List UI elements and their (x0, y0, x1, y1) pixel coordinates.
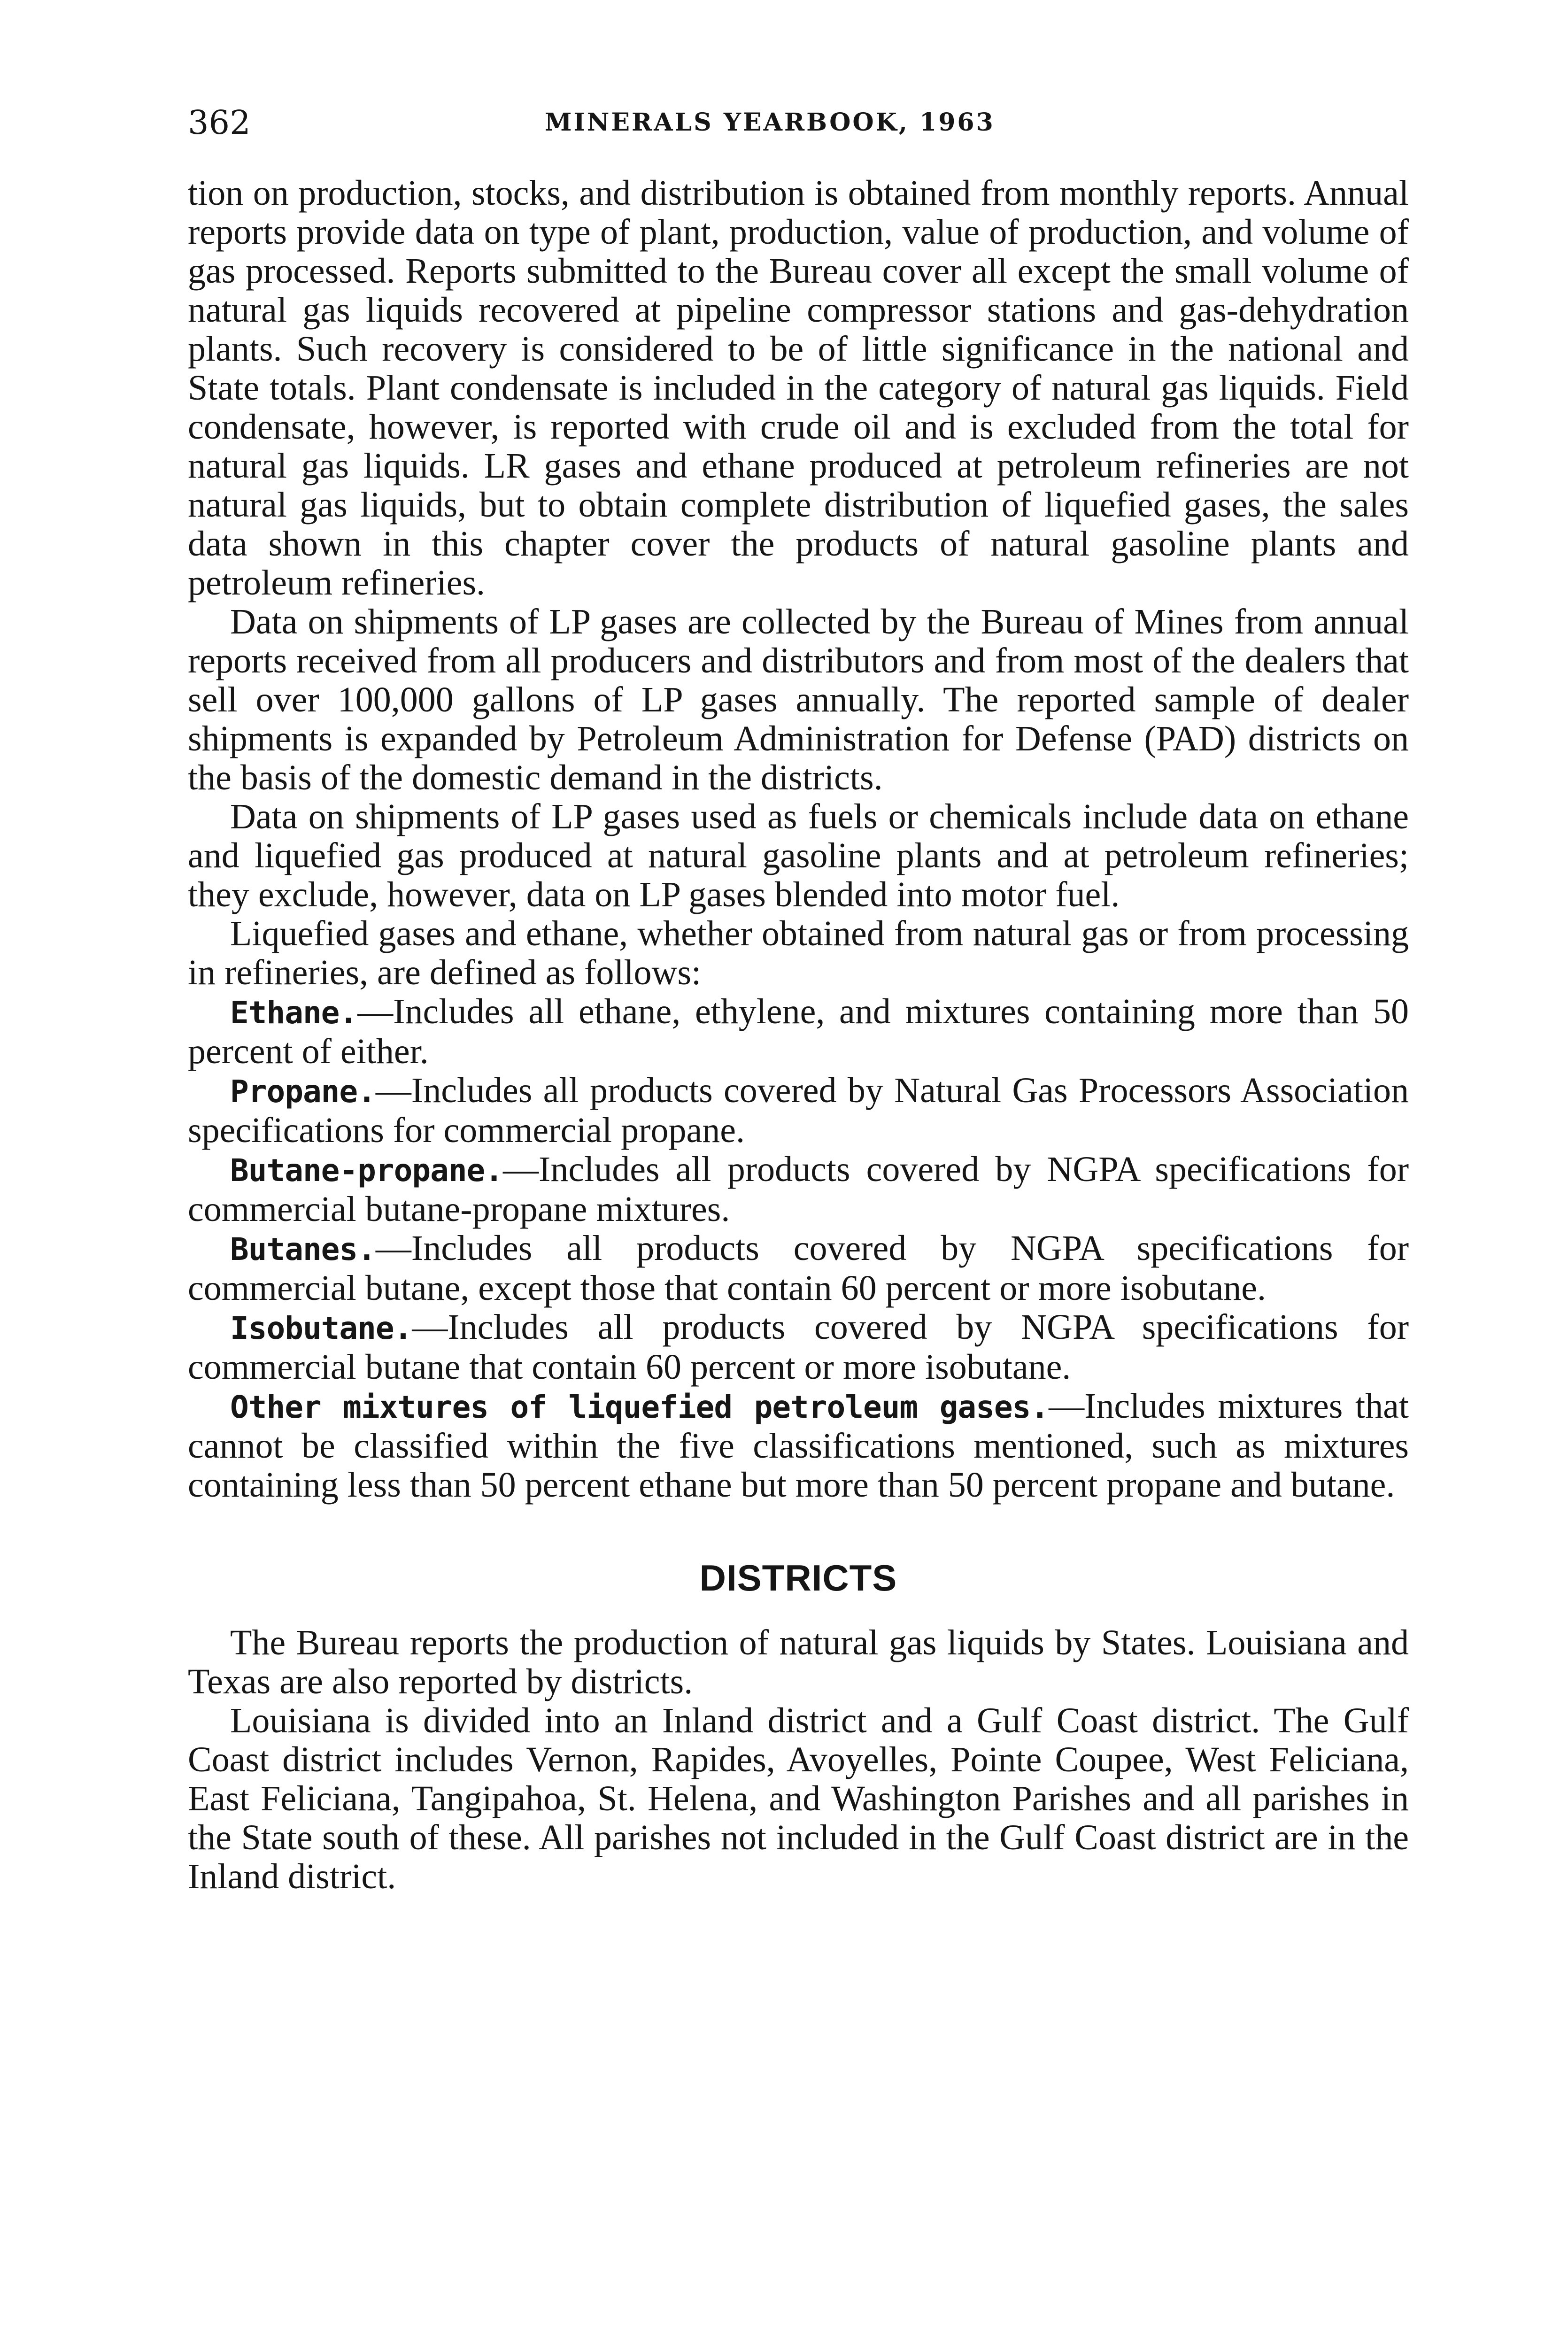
definition-text: —Includes all products covered by NGPA specifications for commercial butane-propane mixtures. (188, 1150, 1409, 1229)
definition-text: —Includes all ethane, ethylene, and mixtures containing more than 50 percent of either. (188, 992, 1409, 1071)
definition-isobutane (188, 1308, 1409, 1387)
definition-butanes (188, 1229, 1409, 1308)
definition-term: Butanes. (230, 1231, 376, 1267)
definition-text: —Includes all products covered by Natural Gas Processors Association specifications for commercial propane. (188, 1071, 1409, 1150)
paragraph: The Bureau reports the production of natural gas liquids by States. Louisiana and Texas are also reported by districts. (188, 1623, 1409, 1701)
body-text (188, 174, 1409, 1896)
running-title: MINERALS YEARBOOK, 1963 (545, 108, 995, 137)
paragraph: Data on shipments of LP gases used as fuels or chemicals include data on ethane and liquefied gas produced at natural gasoline plants and at petroleum refineries; they exclude, however, data on LP gases blended into motor fuel. (188, 797, 1409, 914)
section-heading: DISTRICTS (699, 1557, 897, 1599)
definition-ethane (188, 992, 1409, 1071)
definition-term: Propane. (230, 1074, 376, 1110)
paragraph: Liquefied gases and ethane, whether obtained from natural gas or from processing in refineries, are defined as follows: (188, 914, 1409, 992)
definition-text: —Includes all products covered by NGPA specifications for commercial butane that contain 60 percent or more isobutane. (188, 1307, 1409, 1387)
paragraph: Louisiana is divided into an Inland district and a Gulf Coast district. The Gulf Coast district includes Vernon, Rapides, Avoyelles, Pointe Coupee, West Feliciana, East Feliciana, Tangipahoa, St. Helena, and Washington Parishes and all parishes in the State south of these. All parishes not included in the Gulf Coast district are in the Inland district. (188, 1701, 1409, 1896)
definition-propane (188, 1071, 1409, 1150)
paragraph: tion on production, stocks, and distribution is obtained from monthly reports. Annual reports provide data on type of plant, production, value of production, and volume of gas processed. Reports submitted to the Bureau cover all except the small volume of natural gas liquids recovered at pipeline compressor stations and gas-dehydration plants. Such recovery is considered to be of little significance in the national and State totals. Plant condensate is included in the category of natural gas liquids. Field condensate, however, is reported with crude oil and is excluded from the total for natural gas liquids. LR gases and ethane produced at petroleum refineries are not natural gas liquids, but to obtain complete distribution of liquefied gases, the sales data shown in this chapter cover the products of natural gasoline plants and petroleum refineries. (188, 173, 1409, 602)
paragraph: Data on shipments of LP gases are collected by the Bureau of Mines from annual reports received from all producers and distributors and from most of the dealers that sell over 100,000 gallons of LP gases annually. The reported sample of dealer shipments is expanded by Petroleum Administration for Defense (PAD) districts on the basis of the domestic demand in the districts. (188, 602, 1409, 797)
page-number: 362 (188, 103, 251, 142)
definition-butane-propane (188, 1150, 1409, 1229)
definition-term: Ethane. (230, 995, 358, 1031)
definition-other-mixtures (188, 1387, 1409, 1505)
page (188, 103, 1409, 1896)
page-header (188, 103, 1409, 155)
definition-term: Isobutane. (230, 1310, 412, 1346)
definition-text: —Includes mixtures that cannot be classified within the five classifications mentioned, such as mixtures containing less than 50 percent ethane but more than 50 percent propane and butane. (188, 1386, 1409, 1505)
definition-term: Butane-propane. (230, 1152, 503, 1189)
definition-text: —Includes all products covered by NGPA specifications for commercial butane, except those that contain 60 percent or more isobutane. (188, 1228, 1409, 1308)
definition-term: Other mixtures of liquefied petroleum gases. (230, 1389, 1049, 1425)
